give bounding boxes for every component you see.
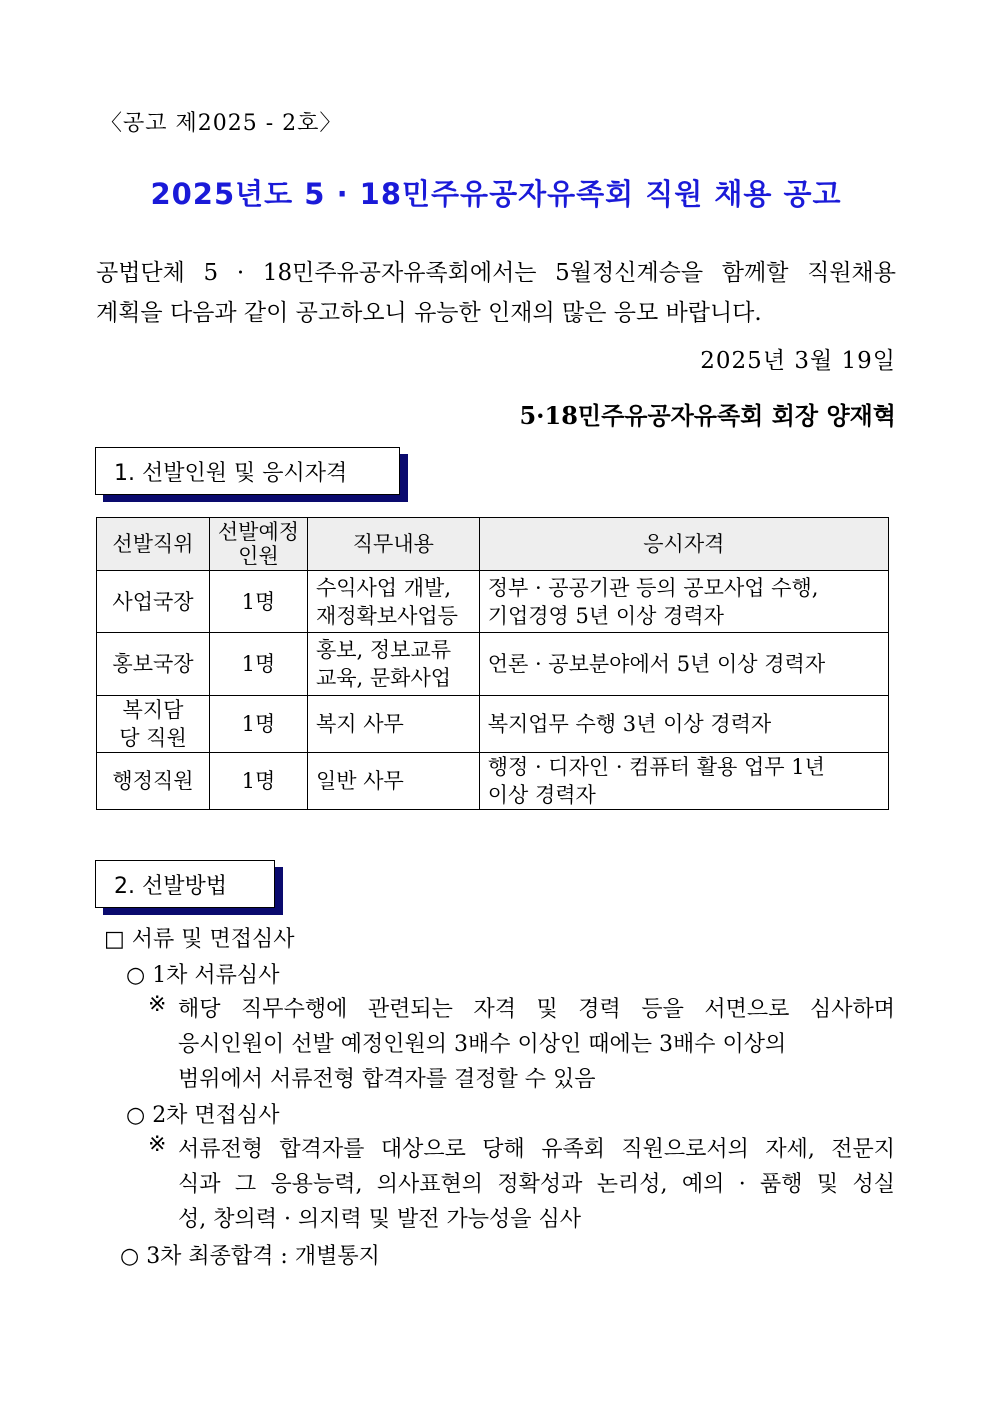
section-heading-selection — [95, 860, 275, 908]
section-heading-text: 1. 선발인원 및 응시자격 — [114, 460, 348, 486]
table-header-row — [97, 518, 889, 571]
step-note — [148, 1132, 908, 1242]
qualification-line: 언론 · 공보분야에서 5년 이상 경력자 — [487, 652, 826, 676]
header-cell — [209, 518, 307, 571]
step-label: ○ 3차 최종합격 : 개별통지 — [120, 1244, 380, 1269]
table-row — [97, 696, 889, 753]
table-row — [97, 633, 889, 696]
notice-number: 〈공고 제2025 - 2호〉 — [100, 111, 343, 136]
note-line: 범위에서 서류전형 합격자를 결정할 수 있음 — [178, 1067, 596, 1092]
step-label: ○ 1차 서류심사 — [126, 963, 280, 988]
note-line: 서류전형 합격자를 대상으로 당해 유족회 직원으로서의 자세, 전문지 — [178, 1137, 895, 1162]
header-cell-text: 선발예정 인원 — [217, 520, 300, 568]
qualification-cell — [479, 571, 888, 633]
intro-paragraph — [96, 253, 896, 333]
qualification-cell — [479, 696, 888, 753]
position-cell: 홍보국장 — [97, 633, 210, 696]
step-label: ○ 2차 면접심사 — [126, 1103, 280, 1128]
note-line: 응시인원이 선발 예정인원의 3배수 이상인 때에는 3배수 이상의 — [178, 1032, 787, 1057]
position-cell: 행정직원 — [97, 753, 210, 810]
note-text — [178, 1132, 895, 1237]
header-cell: 직무내용 — [307, 518, 479, 571]
header-cell: 선발직위 — [97, 518, 210, 571]
page-title: 2025년도 5 · 18민주유공자유족회 직원 채용 공고 — [150, 177, 842, 211]
note-line: 해당 직무수행에 관련되는 자격 및 경력 등을 서면으로 심사하며 — [178, 997, 895, 1022]
qualification-line: 복지업무 수행 3년 이상 경력자 — [487, 712, 772, 736]
header-cell: 응시자격 — [479, 518, 888, 571]
section-heading-text: 2. 선발방법 — [114, 873, 227, 899]
signature: 5·18민주유공자유족회 회장 양재혁 — [519, 401, 896, 430]
duties-cell — [307, 696, 479, 753]
intro-line: 계획을 다음과 같이 공고하오니 유능한 인재의 많은 응모 바랍니다. — [96, 300, 762, 326]
duties-line: 복지 사무 — [315, 712, 404, 736]
note-line: 식과 그 응용능력, 의사표현의 정확성과 논리성, 예의 · 품행 및 성실 — [178, 1172, 895, 1197]
duties-cell — [307, 633, 479, 696]
duties-line: 일반 사무 — [315, 769, 404, 793]
duties-line: 재정확보사업등 — [315, 603, 458, 628]
duties-cell — [307, 753, 479, 810]
qualification-cell — [479, 753, 888, 810]
recruitment-table — [96, 517, 889, 810]
note-line: 성, 창의력 · 의지력 및 발전 가능성을 심사 — [178, 1207, 581, 1232]
count-cell: 1명 — [209, 753, 307, 810]
intro-line: 공법단체 5 · 18민주유공자유족회에서는 5월정신계승을 함께할 직원채용 — [96, 260, 896, 286]
note-text — [178, 992, 895, 1097]
notice-date: 2025년 3월 19일 — [700, 348, 896, 374]
qualification-line: 기업경영 5년 이상 경력자 — [487, 603, 724, 628]
table-row — [97, 571, 889, 633]
count-cell: 1명 — [209, 633, 307, 696]
duties-line: 교육, 문화사업 — [315, 666, 452, 690]
qualification-line: 정부 · 공공기관 등의 공모사업 수행, — [487, 575, 819, 600]
qualification-line: 행정 · 디자인 · 컴퓨터 활용 업무 1년 — [487, 755, 825, 779]
note-mark: ※ — [148, 1132, 167, 1157]
position-text: 복지담당 직원 — [119, 698, 187, 750]
qualification-cell — [479, 633, 888, 696]
position-cell — [97, 696, 210, 753]
qualification-line: 이상 경력자 — [487, 783, 596, 807]
step-note — [148, 992, 908, 1102]
duties-line: 수익사업 개발, — [315, 575, 452, 600]
duties-line: 홍보, 정보교류 — [315, 638, 452, 662]
note-mark: ※ — [148, 992, 167, 1017]
table-row — [97, 753, 889, 810]
section-heading-recruitment — [95, 447, 400, 495]
duties-cell — [307, 571, 479, 633]
main-item: □ 서류 및 면접심사 — [104, 927, 295, 952]
position-cell: 사업국장 — [97, 571, 210, 633]
count-cell: 1명 — [209, 696, 307, 753]
count-cell: 1명 — [209, 571, 307, 633]
